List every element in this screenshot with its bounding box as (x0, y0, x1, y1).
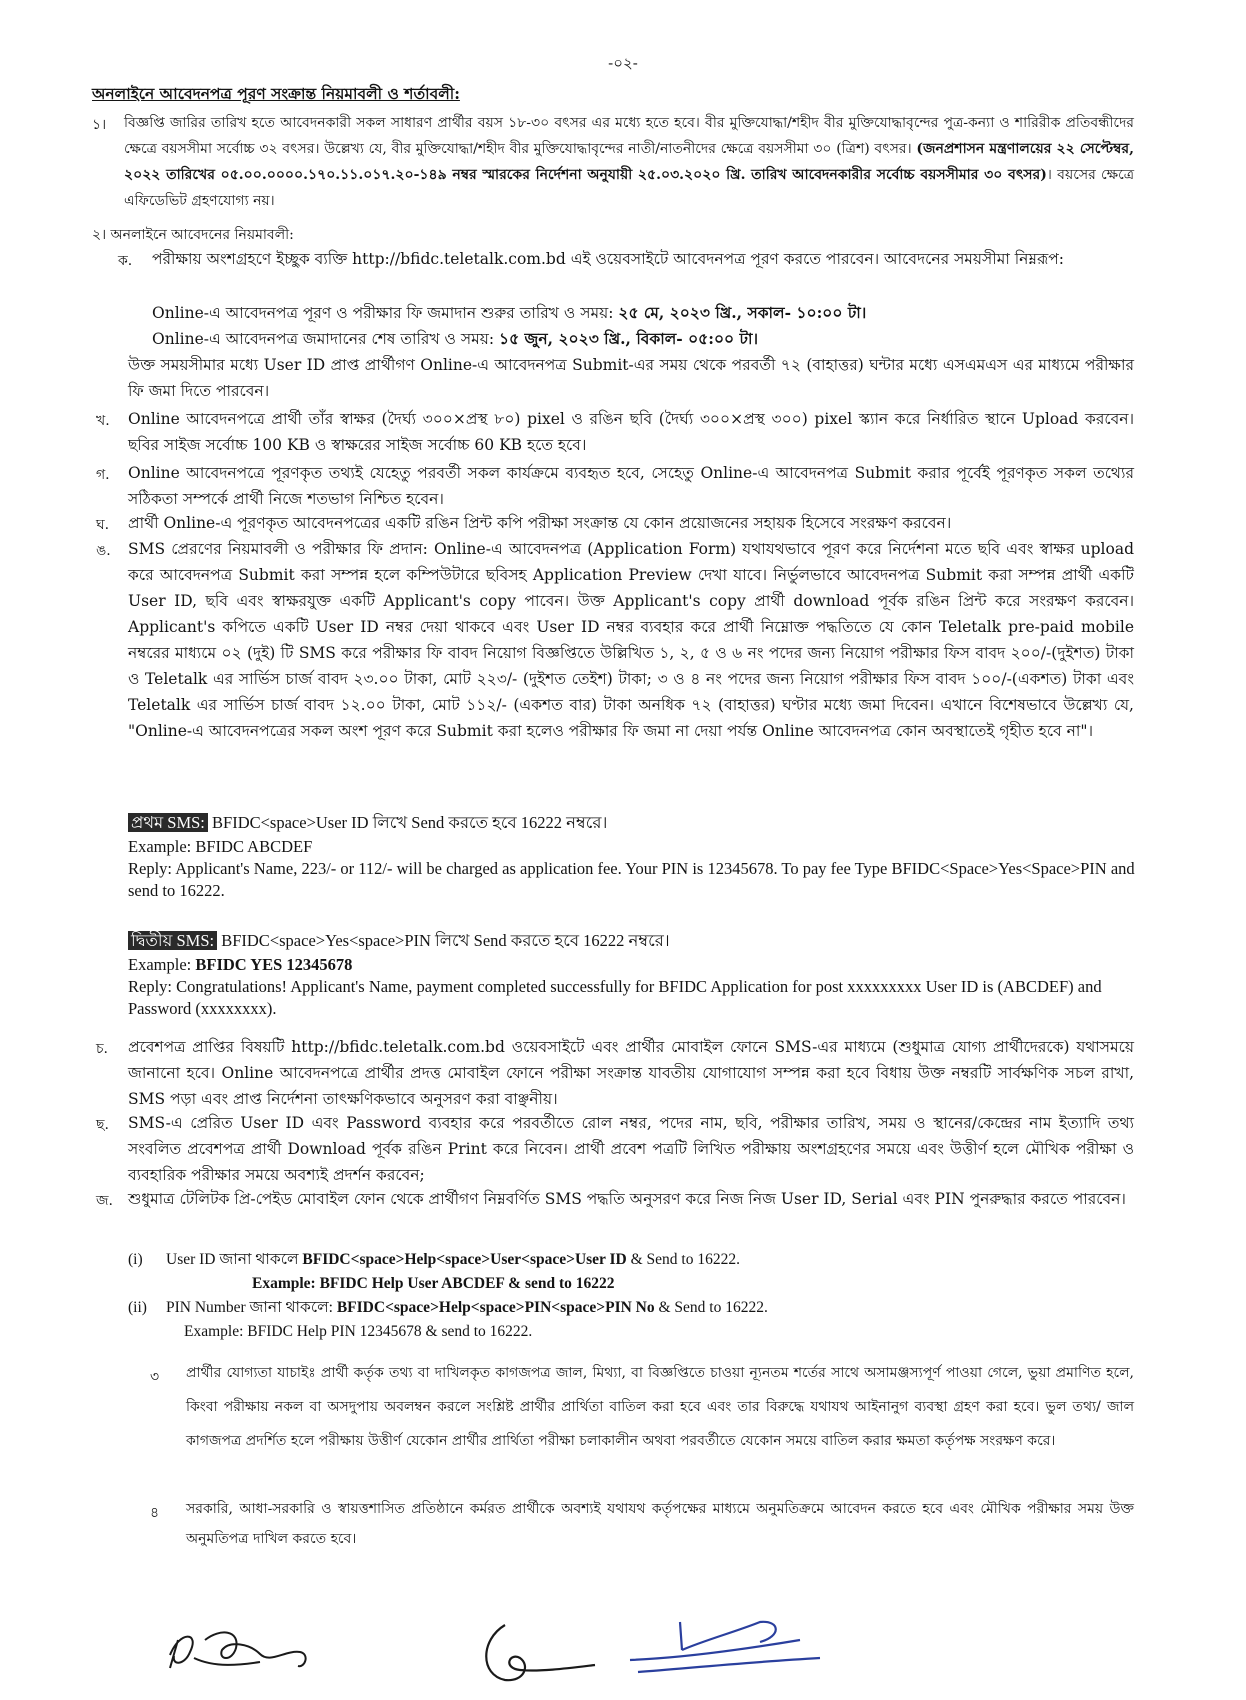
sms-2-instruction (128, 930, 1138, 952)
sms-1-tag: প্রথম SMS: (128, 813, 208, 832)
recovery-1-line (166, 1248, 1126, 1272)
item-umo-text: SMS প্রেরণের নিয়মাবলী ও পরীক্ষার ফি প্রদান: Online-এ আবেদনপত্র (Application Form) যথাযথভাবে পূরণ করে নির্দেশনা মতে ছবি এবং স্বাক্ষর upload করে আবেদনপত্র Submit করা সম্পন্ন হলে কম্পিউটারে ছবিসহ Application Preview দেখা যাবে। নির্ভুলভাবে আবেদনপত্র Submit করা সম্পন্ন প্রার্থী একটি User ID, ছবি এবং স্বাক্ষরযুক্ত একটি Applicant's copy পাবেন। উক্ত Applicant's copy প্রার্থী download পূর্বক রঙিন প্রিন্ট করে সংরক্ষণ করবেন। Applicant's কপিতে একটি User ID নম্বর দেয়া থাকবে এবং User ID নম্বর ব্যবহার করে প্রার্থী নিম্নোক্ত পদ্ধতিতে যে কোন Teletalk pre-paid mobile নম্বরের মাধ্যমে ০২ (দুই) টি SMS করে পরীক্ষার ফি বাবদ নিয়োগ বিজ্ঞপ্তিতে উল্লিখিত ১, ২, ৫ ও ৬ নং পদের জন্য নিয়োগ পরীক্ষার ফিস বাবদ ২০০/-(দুইশত) টাকা ও Teletalk এর সার্ভিস চার্জ বাবদ ২৩.০০ টাকা, মোট ২২৩/- (দুইশত তেইশ) টাকা; ৩ ও ৪ নং পদের জন্য নিয়োগ পরীক্ষার ফিস বাবদ ১০০/-(একশত) টাকা এবং Teletalk এর সার্ভিস চার্জ বাবদ ১২.০০ টাকা, মোট ১১২/- (একশত বার) টাকা অনধিক ৭২ (বাহাত্তর) ঘণ্টার মধ্যে জমা দিবেন। এখানে বিশেষভাবে উল্লেখ্য যে, "Online-এ আবেদনপত্রের সকল অংশ পূরণ করে Submit করা হলেও পরীক্ষার ফি জমা না দেয়া পর্যন্ত Online আবেদনপত্র কোন অবস্থাতেই গৃহীত হবে না"। (128, 540, 1134, 740)
recovery-2-code: BFIDC<space>Help<space>PIN<space>PIN No (336, 1299, 655, 1316)
sms-2-tag: দ্বিতীয় SMS: (128, 931, 217, 950)
item-cha-text: প্রবেশপত্র প্রাপ্তির বিষয়টি http://bfidc.teletalk.com.bd ওয়েবসাইটে এবং প্রার্থীর মোবাইল ফোনে SMS-এর মাধ্যমে (শুধুমাত্র যোগ্য প্রার্থীদেরকে) যথাসময়ে জানানো হবে। Online আবেদনপত্রে প্রার্থীর প্রদত্ত মোবাইল ফোনে পরীক্ষা সংক্রান্ত যাবতীয় যোগাযোগ সম্পন্ন করা হবে বিধায় উক্ত নম্বরটি সার্বক্ষণিক সচল রাখা, SMS পড়া এবং প্রাপ্ত নির্দেশনা তাৎক্ষণিকভাবে অনুসরণ করা বাঞ্ছনীয়। (128, 1038, 1134, 1108)
sms-1-example-value: BFIDC ABCDEF (195, 837, 313, 856)
recovery-1-text-a: User ID জানা থাকলে (166, 1251, 299, 1268)
sms-2-reply: Reply: Congratulations! Applicant's Name, payment completed successfully for BFIDC Application for post xxxxxxxxx User ID is (ABCDEF) and Password (xxxxxxxx). (128, 977, 1102, 1018)
application-start-value: ২৫ মে, ২০২৩ খ্রি., সকাল- ১০:০০ টা। (618, 303, 867, 322)
item-cha-marker: চ. (96, 1041, 109, 1057)
page-heading: অনলাইনে আবেদনপত্র পূরণ সংক্রান্ত নিয়মাবলী ও শর্তাবলী: (92, 84, 460, 103)
item-ja-marker: জ. (96, 1193, 113, 1209)
recovery-2-text-c: & Send to 16222. (658, 1299, 768, 1316)
item-ja-text: শুধুমাত্র টেলিটক প্রি-পেইড মোবাইল ফোন থেকে প্রার্থীগণ নিম্নবর্ণিত SMS পদ্ধতি অনুসরণ করে নিজ নিজ User ID, Serial এবং PIN পুনরুদ্ধার করতে পারবেন। (128, 1190, 1126, 1208)
item-chha-text: SMS-এ প্রেরিত User ID এবং Password ব্যবহার করে পরবর্তীতে রোল নম্বর, পদের নাম, ছবি, পরীক্ষার তারিখ, সময় ও স্থানের/কেন্দ্রের নাম ইত্যাদি তথ্য সংবলিত প্রবেশপত্র প্রার্থী Download পূর্বক রঙিন Print করে নিবেন। প্রার্থী প্রবেশ পত্রটি লিখিত পরীক্ষায় অংশগ্রহণের সময়ে এবং উত্তীর্ণ হলে মৌখিক পরীক্ষা ও ব্যবহারিক পরীক্ষার সময়ে অবশ্যই প্রদর্শন করবেন; (128, 1114, 1134, 1184)
recovery-2-text-a: PIN Number জানা থাকলে: (166, 1299, 333, 1316)
sms-2-example-label: Example: (128, 955, 192, 974)
section-1-marker: ১। (92, 117, 107, 133)
item-ka-after: উক্ত সময়সীমার মধ্যে User ID প্রাপ্ত প্রার্থীগণ Online-এ আবেদনপত্র Submit-এর সময় থেকে পরবর্তী ৭২ (বাহাত্তর) ঘন্টার মধ্যে এসএমএস এর মাধ্যমে পরীক্ষার ফি জমা দিতে পারবেন। (128, 356, 1134, 400)
recovery-1-example: Example: BFIDC Help User ABCDEF & send to 16222 (252, 1275, 615, 1292)
section-1-text (124, 110, 1134, 214)
application-start (152, 300, 1134, 326)
item-gha-marker: ঘ. (96, 517, 110, 533)
sms-1-line: BFIDC<space>User ID লিখে Send করতে হবে 16222 নম্বরে। (212, 813, 608, 832)
sms-1-reply: Reply: Applicant's Name, 223/- or 112/- will be charged as application fee. Your PIN is 12345678. To pay fee Type BFIDC<Space>Yes<Space>PIN and send to 16222. (128, 859, 1135, 900)
application-start-label: Online-এ আবেদনপত্র পূরণ ও পরীক্ষার ফি জমাদান শুরুর তারিখ ও সময়: (152, 304, 614, 322)
signature-area (160, 1610, 860, 1690)
section-3-marker: ৩ (150, 1369, 160, 1385)
sms-2-line: BFIDC<space>Yes<space>PIN লিখে Send করতে হবে 16222 নম্বরে। (221, 931, 670, 950)
item-kha-marker: খ. (96, 413, 110, 429)
signature-2 (486, 1625, 595, 1680)
page-number: -০২- (608, 54, 638, 72)
recovery-2-example: Example: BFIDC Help PIN 12345678 & send to 16222. (184, 1323, 533, 1340)
item-chha-marker: ছ. (96, 1117, 109, 1133)
signature-3 (630, 1622, 820, 1672)
application-end (152, 326, 1134, 352)
item-ga-text: Online আবেদনপত্রে পূরণকৃত তথ্যই যেহেতু পরবর্তী সকল কার্যক্রমে ব্যবহৃত হবে, সেহেতু Online-এ আবেদনপত্র Submit করার পূর্বেই পূরণকৃত সকল তথ্যের সঠিকতা সম্পর্কে প্রার্থী নিজে শতভাগ নিশ্চিত হবেন। (128, 464, 1134, 508)
section-4-text: সরকারি, আধা-সরকারি ও স্বায়ত্তশাসিত প্রতিষ্ঠানে কর্মরত প্রার্থীকে অবশ্যই যথাযথ কর্তৃপক্ষের মাধ্যমে অনুমতিক্রমে আবেদন করতে হবে এবং মৌখিক পরীক্ষার সময় উক্ত অনুমতিপত্র দাখিল করতে হবে। (186, 1501, 1134, 1547)
section-1-body: বিজ্ঞপ্তি জারির তারিখ হতে আবেদনকারী সকল সাধারণ প্রার্থীর বয়স ১৮-৩০ বৎসর এর মধ্যে হতে হবে। বীর মুক্তিযোদ্ধা/শহীদ বীর মুক্তিযোদ্ধাবৃন্দের পুত্র-কন্যা ও শারিরীক প্রতিবন্ধীদের ক্ষেত্রে বয়সসীমা সর্বোচ্চ ৩২ বৎসর। উল্লেখ্য যে, বীর মুক্তিযোদ্ধা/শহীদ বীর মুক্তিযোদ্ধাবৃন্দের নাতী/নাতনীদের ক্ষেত্রে বয়সসীমা ৩০ (ত্রিশ) বৎসর। (124, 115, 1134, 157)
sms-2-example-value: BFIDC YES 12345678 (195, 955, 353, 974)
recovery-1-code: BFIDC<space>Help<space>User<space>User ID (302, 1251, 627, 1268)
section-1-bold-note: (জনপ্রশাসন মন্ত্রণালয়ের ২২ সেপ্টেম্বর, ২০২২ তারিখের ০৫.০০.০০০০.১৭০.১১.০১৭.২০-১৪৯ নম্বর স্মারকের নির্দেশনা অনুযায়ী ২৫.০৩.২০২০ খ্রি. তারিখ আবেদনকারীর সর্বোচ্চ বয়সসীমার ৩০ বৎসর) (124, 141, 1134, 183)
section-4-marker: ৪ (150, 1505, 160, 1521)
application-end-label: Online-এ আবেদনপত্র জমাদানের শেষ তারিখ ও সময়: (152, 330, 495, 348)
recovery-1-marker: (i) (128, 1251, 143, 1268)
item-ga-marker: গ. (96, 467, 110, 483)
recovery-2-marker: (ii) (128, 1299, 147, 1316)
section-3-text: প্রার্থীর যোগ্যতা যাচাইঃ প্রার্থী কর্তৃক তথ্য বা দাখিলকৃত কাগজপত্র জাল, মিথ্যা, বা বিজ্ঞপ্তিতে চাওয়া ন্যূনতম শর্তের সাথে অসামঞ্জস্যপূর্ণ পাওয়া গেলে, ভুয়া প্রমাণিত হলে, কিংবা পরীক্ষায় নকল বা অসদুপায় অবলম্বন করলে সংশ্লিষ্ট প্রার্থীর প্রার্থিতা বাতিল করা হবে এবং তার বিরুদ্ধে যথাযথ আইনানুগ ব্যবস্থা গ্রহণ করা হবে। ভুল তথ্য/ জাল কাগজপত্র প্রদর্শিত হলে পরীক্ষায় উত্তীর্ণ যেকোন প্রার্থীর প্রার্থিতা পরীক্ষা চলাকালীন অথবা পরবর্তীতে যেকোন সময়ে বাতিল করার ক্ষমতা কর্তৃপক্ষ সংরক্ষণ করে। (186, 1365, 1134, 1449)
section-1-tail: । বয়সের ক্ষেত্রে এফিডেভিট গ্রহণযোগ্য নয়। (124, 167, 1134, 209)
application-end-value: ১৫ জুন, ২০২৩ খ্রি., বিকাল- ০৫:০০ টা। (499, 329, 758, 348)
item-ka-text: পরীক্ষায় অংশগ্রহণে ইচ্ছুক ব্যক্তি http://bfidc.teletalk.com.bd এই ওয়েবসাইটে আবেদনপত্র পূরণ করতে পারবেন। আবেদনের সময়সীমা নিম্নরূপ: (152, 250, 1065, 268)
section-2-title: ২। অনলাইনে আবেদনের নিয়মাবলী: (92, 227, 294, 243)
item-ka-marker: ক. (118, 253, 133, 269)
recovery-1-text-c: & Send to 16222. (630, 1251, 740, 1268)
sms-2-example (128, 954, 352, 976)
item-kha-text: Online আবেদনপত্রে প্রার্থী তাঁর স্বাক্ষর (দৈর্ঘ্য ৩০০×প্রস্থ ৮০) pixel ও রঙিন ছবি (দৈর্ঘ্য ৩০০×প্রস্থ ৩০০) pixel স্ক্যান করে নির্ধারিত স্থানে Upload করবেন। ছবির সাইজ সর্বোচ্চ 100 KB ও স্বাক্ষরের সাইজ সর্বোচ্চ 60 KB হতে হবে। (128, 410, 1134, 454)
sms-1-instruction (128, 812, 1138, 834)
signature-1 (170, 1632, 306, 1668)
item-umo-marker: ঙ. (96, 543, 111, 559)
item-gha-text: প্রার্থী Online-এ পূরণকৃত আবেদনপত্রের একটি রঙিন প্রিন্ট কপি পরীক্ষা সংক্রান্ত যে কোন প্রয়োজনের সহায়ক হিসেবে সংরক্ষণ করবেন। (128, 514, 952, 532)
sms-1-example-label: Example: (128, 837, 192, 856)
sms-1-example (128, 836, 312, 858)
recovery-2-line (166, 1296, 1126, 1320)
